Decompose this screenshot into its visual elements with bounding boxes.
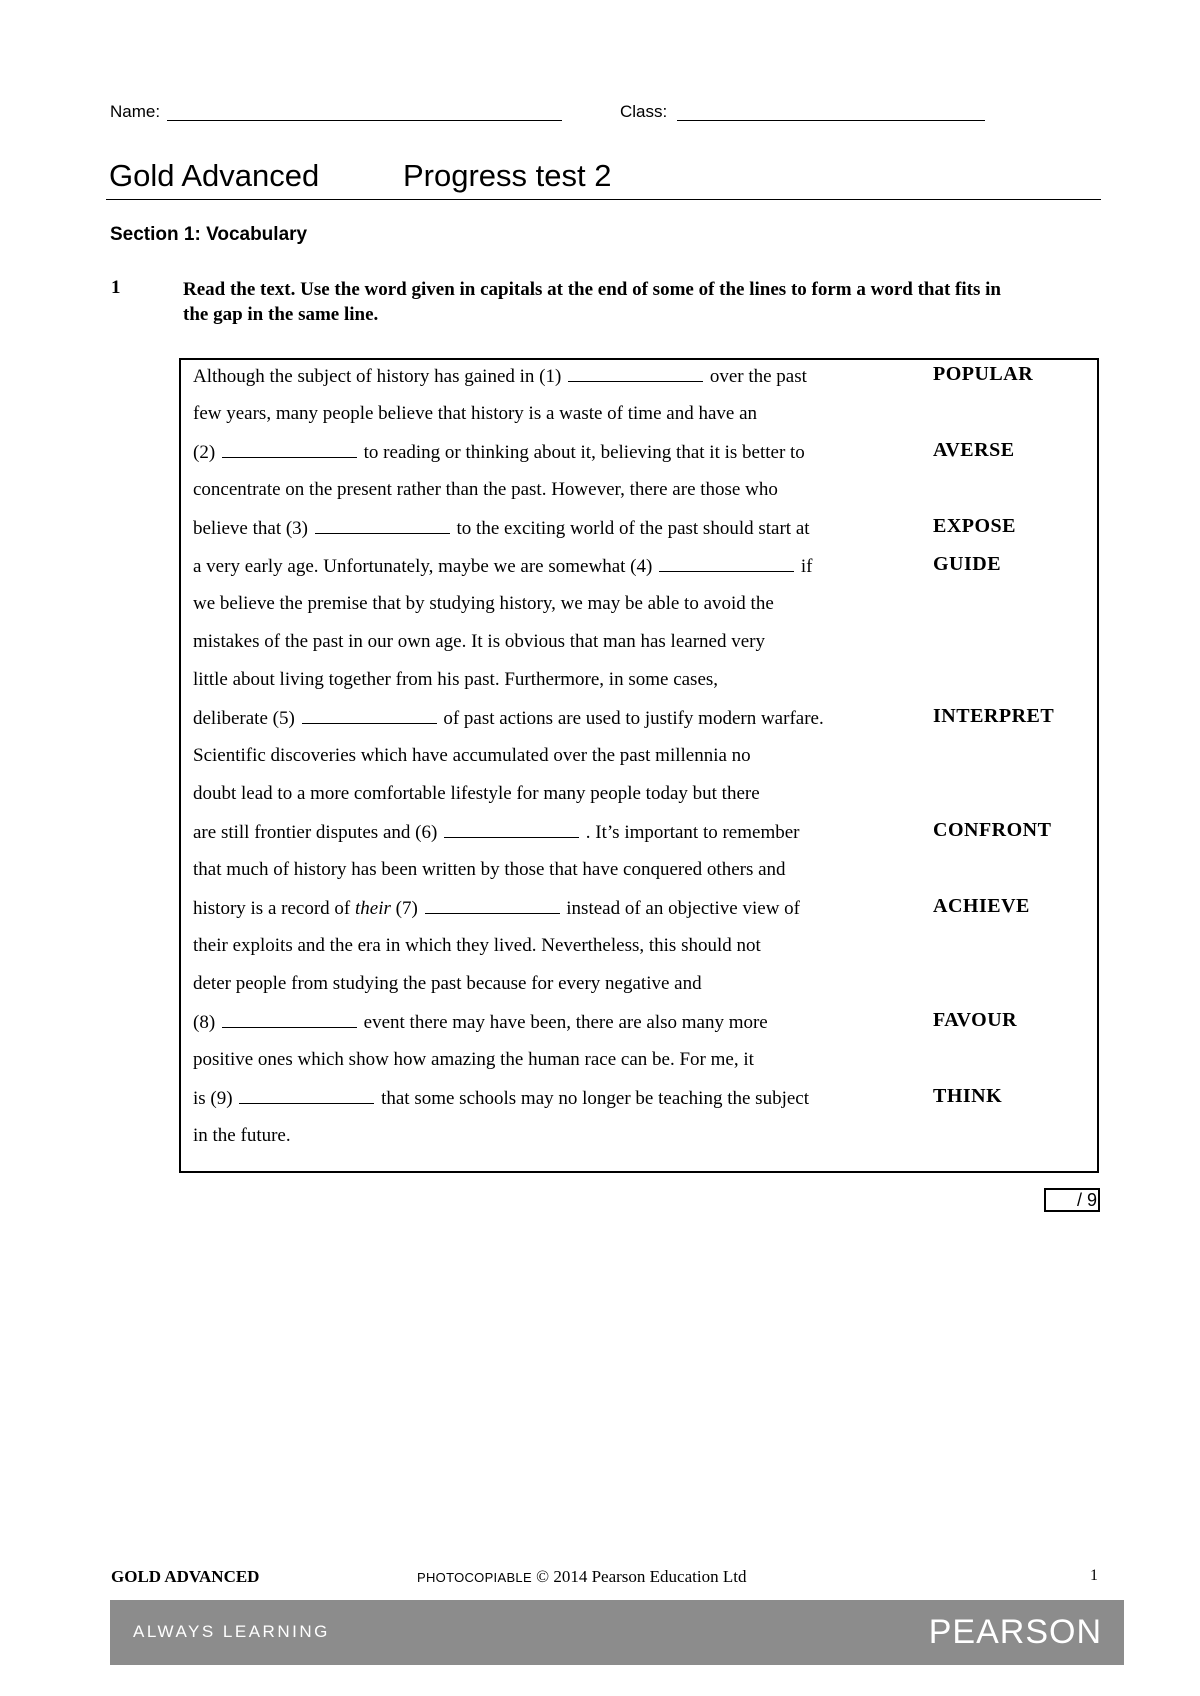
title-test: Progress test 2 bbox=[403, 158, 612, 193]
text-line bbox=[193, 517, 810, 547]
name-class-row bbox=[110, 100, 1010, 126]
line-text: a very early age. Unfortunately, maybe we are somewhat (4) bbox=[193, 556, 653, 577]
section-heading: Section 1: Vocabulary bbox=[110, 224, 308, 245]
line-text: of past actions are used to justify modern warfare. bbox=[443, 708, 824, 729]
keyword-6: CONFRONT bbox=[933, 819, 1052, 841]
text-line bbox=[193, 593, 774, 623]
text-line bbox=[193, 935, 761, 965]
text-line bbox=[193, 859, 786, 889]
gap-8[interactable] bbox=[222, 1011, 357, 1028]
text-line bbox=[193, 403, 757, 433]
line-text: to reading or thinking about it, believing that it is better to bbox=[363, 442, 805, 463]
line-text: if bbox=[800, 556, 813, 577]
text-line bbox=[193, 1087, 809, 1117]
text-line bbox=[193, 1049, 754, 1079]
keyword-5: INTERPRET bbox=[933, 705, 1055, 727]
line-text: (7) bbox=[390, 898, 418, 919]
line-text: over the past bbox=[709, 366, 807, 387]
line-text: Scientific discoveries which have accumulated over the past millennia no bbox=[193, 745, 751, 766]
keyword-3: EXPOSE bbox=[933, 515, 1017, 537]
line-text: in the future. bbox=[193, 1125, 291, 1146]
keyword-2: AVERSE bbox=[933, 439, 1015, 461]
text-line bbox=[193, 1011, 768, 1041]
line-text: positive ones which show how amazing the human race can be. For me, it bbox=[193, 1049, 754, 1070]
line-text: deliberate (5) bbox=[193, 708, 295, 729]
line-text: concentrate on the present rather than the past. However, there are those who bbox=[193, 479, 778, 500]
gap-7[interactable] bbox=[425, 897, 560, 914]
line-text: event there may have been, there are also many more bbox=[363, 1012, 768, 1033]
text-box bbox=[179, 358, 1099, 1173]
class-field[interactable] bbox=[677, 120, 985, 121]
line-text: instead of an objective view of bbox=[566, 898, 801, 919]
line-text: little about living together from his past. Furthermore, in some cases, bbox=[193, 669, 719, 690]
gap-5[interactable] bbox=[302, 707, 437, 724]
footer-course: GOLD ADVANCED bbox=[111, 1567, 260, 1586]
footer-band bbox=[110, 1600, 1124, 1665]
text-line bbox=[193, 555, 812, 585]
keyword-7: ACHIEVE bbox=[933, 895, 1030, 917]
line-text: is (9) bbox=[193, 1088, 233, 1109]
text-line bbox=[193, 479, 778, 509]
gap-1[interactable] bbox=[568, 365, 703, 382]
name-label: Name: bbox=[110, 102, 161, 121]
text-line bbox=[193, 897, 800, 927]
line-text: that some schools may no longer be teaching the subject bbox=[381, 1088, 809, 1109]
pearson-logo: PEARSON bbox=[928, 1613, 1102, 1651]
line-text: believe that (3) bbox=[193, 518, 309, 539]
line-text: history is a record of bbox=[193, 898, 355, 919]
gap-9[interactable] bbox=[239, 1087, 374, 1104]
text-line bbox=[193, 1125, 291, 1155]
score-box[interactable]: / 9 bbox=[1044, 1188, 1100, 1212]
text-line bbox=[193, 821, 800, 851]
text-line bbox=[193, 631, 765, 661]
keyword-8: FAVOUR bbox=[933, 1009, 1018, 1031]
line-text: . It’s important to remember bbox=[585, 822, 800, 843]
task-instruction: Read the text. Use the word given in capitals at the end of some of the lines to form a word that fits in the gap in the same line. bbox=[183, 279, 1001, 325]
text-line bbox=[193, 669, 718, 699]
line-text: we believe the premise that by studying history, we may be able to avoid the bbox=[193, 593, 774, 614]
line-text: are still frontier disputes and (6) bbox=[193, 822, 438, 843]
text-line bbox=[193, 441, 805, 471]
page-number: 1 bbox=[1090, 1567, 1098, 1584]
gap-4[interactable] bbox=[659, 555, 794, 572]
name-field[interactable] bbox=[167, 120, 562, 121]
class-label: Class: bbox=[620, 102, 668, 121]
line-text: deter people from studying the past because for every negative and bbox=[193, 973, 702, 994]
line-text: that much of history has been written by those that have conquered others and bbox=[193, 859, 786, 880]
line-text: mistakes of the past in our own age. It is obvious that man has learned very bbox=[193, 631, 765, 652]
always-learning-text: ALWAYS LEARNING bbox=[133, 1622, 330, 1641]
text-line bbox=[193, 973, 702, 1003]
line-text: their exploits and the era in which they lived. Nevertheless, this should not bbox=[193, 935, 761, 956]
photocopiable-label: PHOTOCOPIABLE bbox=[417, 1570, 532, 1585]
line-text: (8) bbox=[193, 1012, 216, 1033]
text-line bbox=[193, 783, 760, 813]
line-text: few years, many people believe that history is a waste of time and have an bbox=[193, 403, 757, 424]
footer-copyright bbox=[417, 1567, 746, 1587]
title-course: Gold Advanced bbox=[109, 158, 320, 193]
keyword-1: POPULAR bbox=[933, 363, 1034, 385]
line-text-italic: their bbox=[354, 898, 391, 919]
line-text: (2) bbox=[193, 442, 216, 463]
keyword-9: THINK bbox=[933, 1085, 1003, 1107]
task-number: 1 bbox=[111, 277, 121, 298]
keyword-4: GUIDE bbox=[933, 553, 1002, 575]
gap-6[interactable] bbox=[444, 821, 579, 838]
line-text: to the exciting world of the past should start at bbox=[456, 518, 810, 539]
line-text: doubt lead to a more comfortable lifestyle for many people today but there bbox=[193, 783, 760, 804]
gap-3[interactable] bbox=[315, 517, 450, 534]
text-line bbox=[193, 745, 751, 775]
text-line bbox=[193, 707, 824, 737]
text-line bbox=[193, 365, 807, 395]
line-text: Although the subject of history has gained in (1) bbox=[193, 366, 562, 387]
copyright-text: © 2014 Pearson Education Ltd bbox=[536, 1567, 747, 1586]
page-title bbox=[106, 157, 1101, 200]
gap-2[interactable] bbox=[222, 441, 357, 458]
